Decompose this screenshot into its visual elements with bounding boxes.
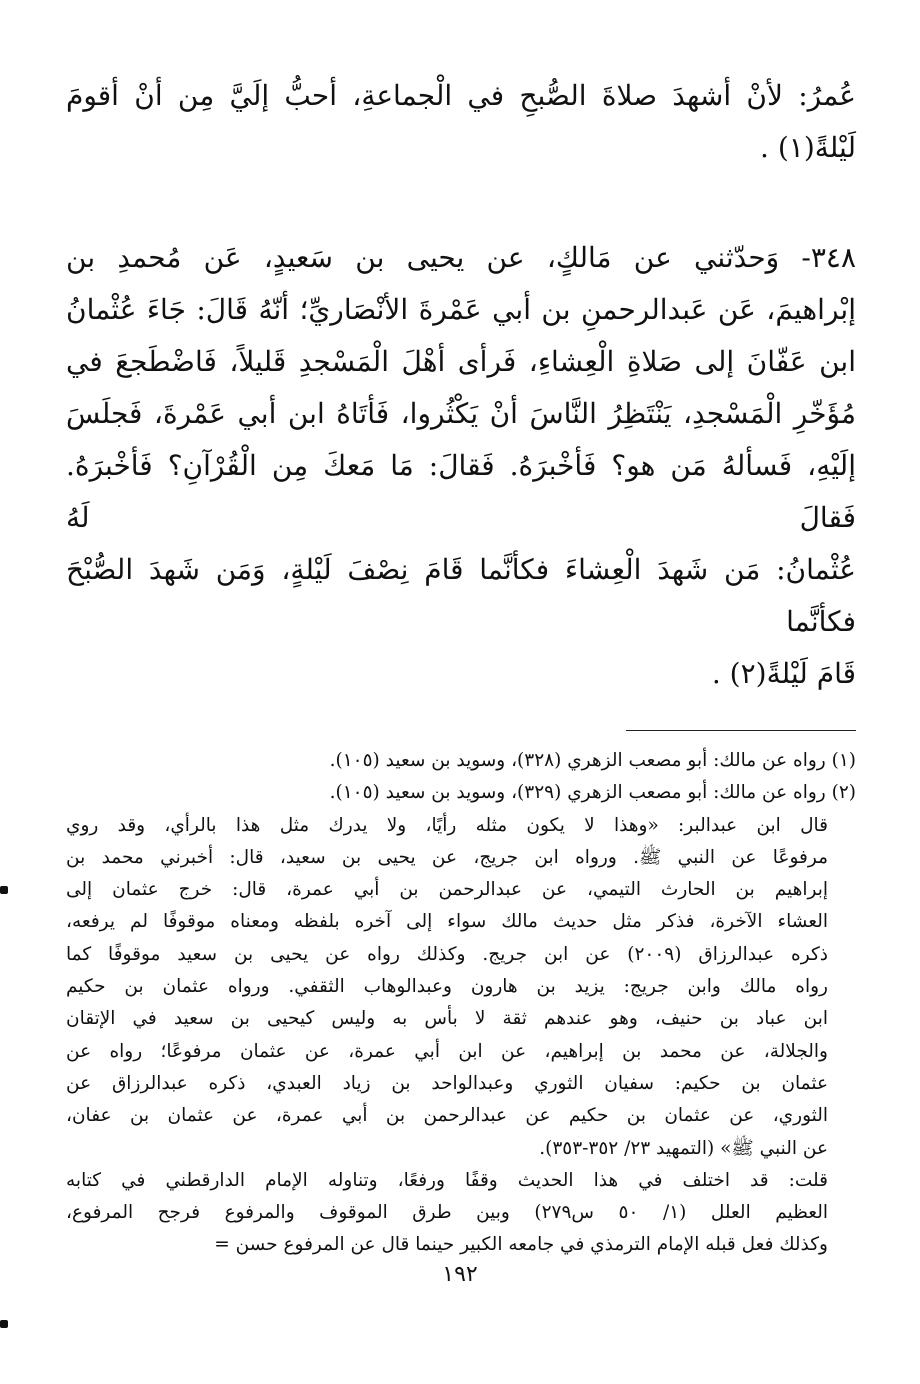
text-line: إبْراهيمَ، عَن عَبدالرحمنِ بن أبي عَمْرةَ الأنْصَاريِّ؛ أنّهُ قَالَ: جَاءَ عُثْمانُ [66, 293, 856, 326]
text-line: عُثْمانُ: مَن شَهدَ الْعِشاءَ فكأنَّما قَامَ نِصْفَ لَيْلةٍ، وَمَن شَهدَ الصُّبْحَ فكأنَّما [66, 553, 856, 638]
footnote-line: إبراهيم بن الحارث التيمي، عن عبدالرحمن بن أبي عمرة، قال: خرج عثمان إلى [66, 879, 828, 901]
footnote-commentary-1 [66, 810, 856, 1165]
footnote-commentary-2 [66, 1165, 856, 1262]
footnote-line: وكذلك فعل قبله الإمام الترمذي في جامعه الكبير حينما قال عن المرفوع حسن = [214, 1234, 828, 1256]
page-number: ١٩٢ [442, 1262, 478, 1287]
footnote-line: العظيم العلل (١/ ٥٠ س٢٧٩) وبين طرق الموقوف والمرفوع فرجح المرفوع، [66, 1202, 829, 1224]
text-line: مُؤَخّرِ الْمَسْجدِ، يَنْتَظِرُ النَّاسَ أنْ يَكْثُروا، فَأتَاهُ ابن أبي عَمْرةَ، فَجلَسَ [66, 397, 856, 430]
footnote-divider [626, 730, 856, 731]
footnote-line: عثمان بن حكيم: سفيان الثوري وعبدالواحد بن زياد العبدي، ذكره عبدالرزاق عن [66, 1072, 828, 1094]
main-text-top [66, 70, 856, 174]
footnotes [66, 745, 856, 1262]
footnote-line: العشاء الآخرة، فذكر مثل حديث مالك سواء إلى آخره بلفظه ومعناه موقوفًا لم يرفعه، [66, 911, 828, 933]
footnote-line: والجلالة، عن محمد بن إبراهيم، عن ابن أبي عمرة، عن عثمان مرفوعًا؛ رواه عن [66, 1040, 828, 1062]
text-line: قَامَ لَيْلةً(٢) . [711, 657, 856, 690]
text-line: ٣٤٨- وَحدّثني عن مَالكٍ، عن يحيى بن سَعيدٍ، عَن مُحمدِ بن [66, 241, 856, 274]
footnote-1: (١) رواه عن مالك: أبو مصعب الزهري (٣٢٨)، وسويد بن سعيد (١٠٥). [329, 750, 856, 771]
text-line: ابن عَفّانَ إلى صَلاةِ الْعِشاءِ، فَرأى أهْلَ الْمَسْجدِ قَليلاً، فَاضْطَجعَ في [66, 345, 856, 378]
page-content [66, 70, 856, 1262]
footnote-line: مرفوعًا عن النبي ﷺ. ورواه ابن جريج، عن يحيى بن سعيد، قال: أخبرني محمد بن [66, 846, 828, 868]
footnote-line: رواه مالك وابن جريج: يزيد بن هارون وعبدالوهاب الثقفي. ورواه عثمان بن حكيم [66, 976, 828, 998]
hadith-348 [66, 232, 856, 700]
footnote-line: عن النبي ﷺ» (التمهيد ٢٣/ ٣٥٢-٣٥٣). [539, 1137, 828, 1159]
footnote-line: ابن عباد بن حنيف، وهو عندهم ثقة لا بأس به وليس كيحيى بن سعيد في الإتقان [66, 1008, 828, 1030]
text-line: لَيْلةً(١) . [760, 131, 856, 164]
footnote-line: الثوري، عن عثمان بن حكيم عن عبدالرحمن بن أبي عمرة، عن عثمان بن عفان، [66, 1105, 828, 1127]
section-gap [66, 174, 856, 232]
footnote-line: ذكره عبدالرزاق (٢٠٠٩) عن ابن جريج. وكذلك رواه عن يحيى بن سعيد موقوفًا كما [66, 943, 828, 965]
footnote-2: (٢) رواه عن مالك: أبو مصعب الزهري (٣٢٩)، وسويد بن سعيد (١٠٥). [329, 782, 856, 804]
footnote-line: قلت: قد اختلف في هذا الحديث وقفًا ورفعًا، وتناوله الإمام الدارقطني في كتابه [66, 1169, 828, 1191]
text-line: عُمرُ: لأنْ أشهدَ صلاةَ الصُّبحِ في الْجماعةِ، أحبُّ إلَيَّ مِن أنْ أقومَ [66, 79, 856, 112]
footnote-line: قال ابن عبدالبر: «وهذا لا يكون مثله رأيًا، ولا يدرك مثل هذا بالرأي، وقد روي [66, 814, 828, 836]
text-line: إلَيْهِ، فَسألهُ مَن هو؟ فَأخْبرَهُ. فَقالَ: مَا مَعكَ مِن الْقُرْآنِ؟ فَأخْبرَهُ. فَقالَ لَهُ [66, 449, 856, 534]
scan-mark [0, 886, 8, 894]
scan-mark [0, 1320, 8, 1328]
